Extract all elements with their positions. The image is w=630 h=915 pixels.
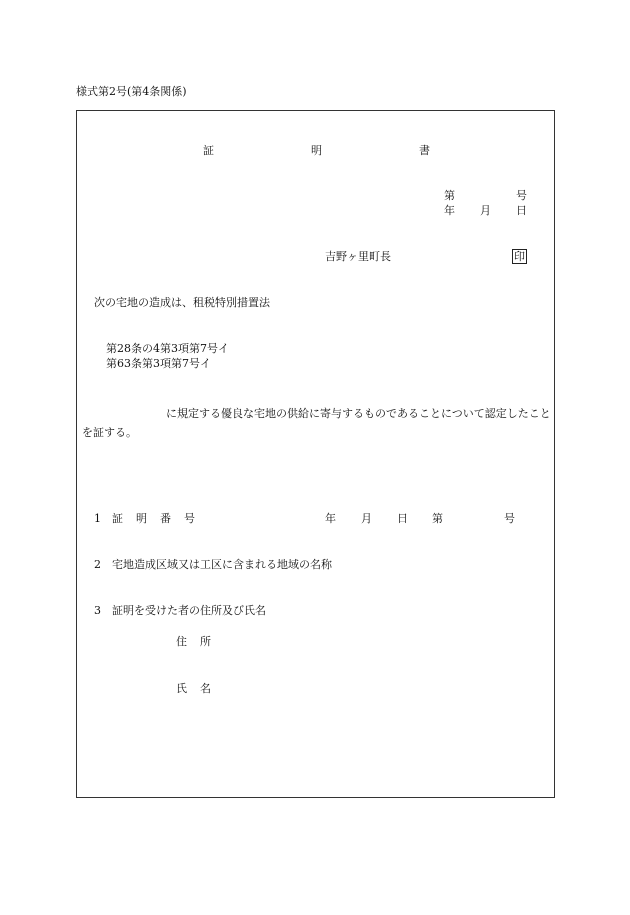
item-1-dai: 第 (432, 512, 443, 525)
item-3-label: 証明を受けた者の住所及び氏名 (112, 604, 266, 617)
item-1-year: 年 (325, 512, 336, 525)
item-1-day: 日 (397, 512, 408, 525)
form-label: 様式第2号(第4条関係) (76, 85, 187, 98)
title-char-1: 証 (203, 144, 214, 157)
name-label-char-2: 名 (200, 682, 211, 695)
item-1-month: 月 (361, 512, 372, 525)
cert-number-dai: 第 (444, 189, 455, 202)
intro-text: 次の宅地の造成は、租税特別措置法 (94, 296, 270, 309)
item-1-label-char-2: 明 (136, 512, 147, 525)
issuer-name: 吉野ヶ里町長 (325, 250, 391, 263)
item-1-label-char-3: 番 (160, 512, 171, 525)
date-day: 日 (516, 204, 527, 217)
address-label-char-2: 所 (200, 635, 211, 648)
article-ref-1: 第28条の4第3項第7号イ (106, 342, 229, 355)
address-label-char-1: 住 (176, 635, 187, 648)
article-ref-2: 第63条第3項第7号イ (106, 357, 211, 370)
cert-number-go: 号 (516, 189, 527, 202)
seal-mark: 印 (514, 250, 525, 263)
title-char-3: 書 (419, 144, 430, 157)
item-1-number: 1 (94, 512, 101, 525)
statement-paragraph: に規定する優良な宅地の供給に寄与するものであることについて認定したことを証する。 (82, 407, 551, 439)
date-year: 年 (444, 204, 455, 217)
title-char-2: 明 (311, 144, 322, 157)
item-1-label-char-4: 号 (184, 512, 195, 525)
item-3-number: 3 (94, 604, 101, 617)
item-1-label-char-1: 証 (112, 512, 123, 525)
date-month: 月 (480, 204, 491, 217)
item-2-label: 宅地造成区域又は工区に含まれる地域の名称 (112, 558, 332, 571)
name-label-char-1: 氏 (176, 682, 187, 695)
item-2-number: 2 (94, 558, 101, 571)
item-1-go: 号 (504, 512, 515, 525)
